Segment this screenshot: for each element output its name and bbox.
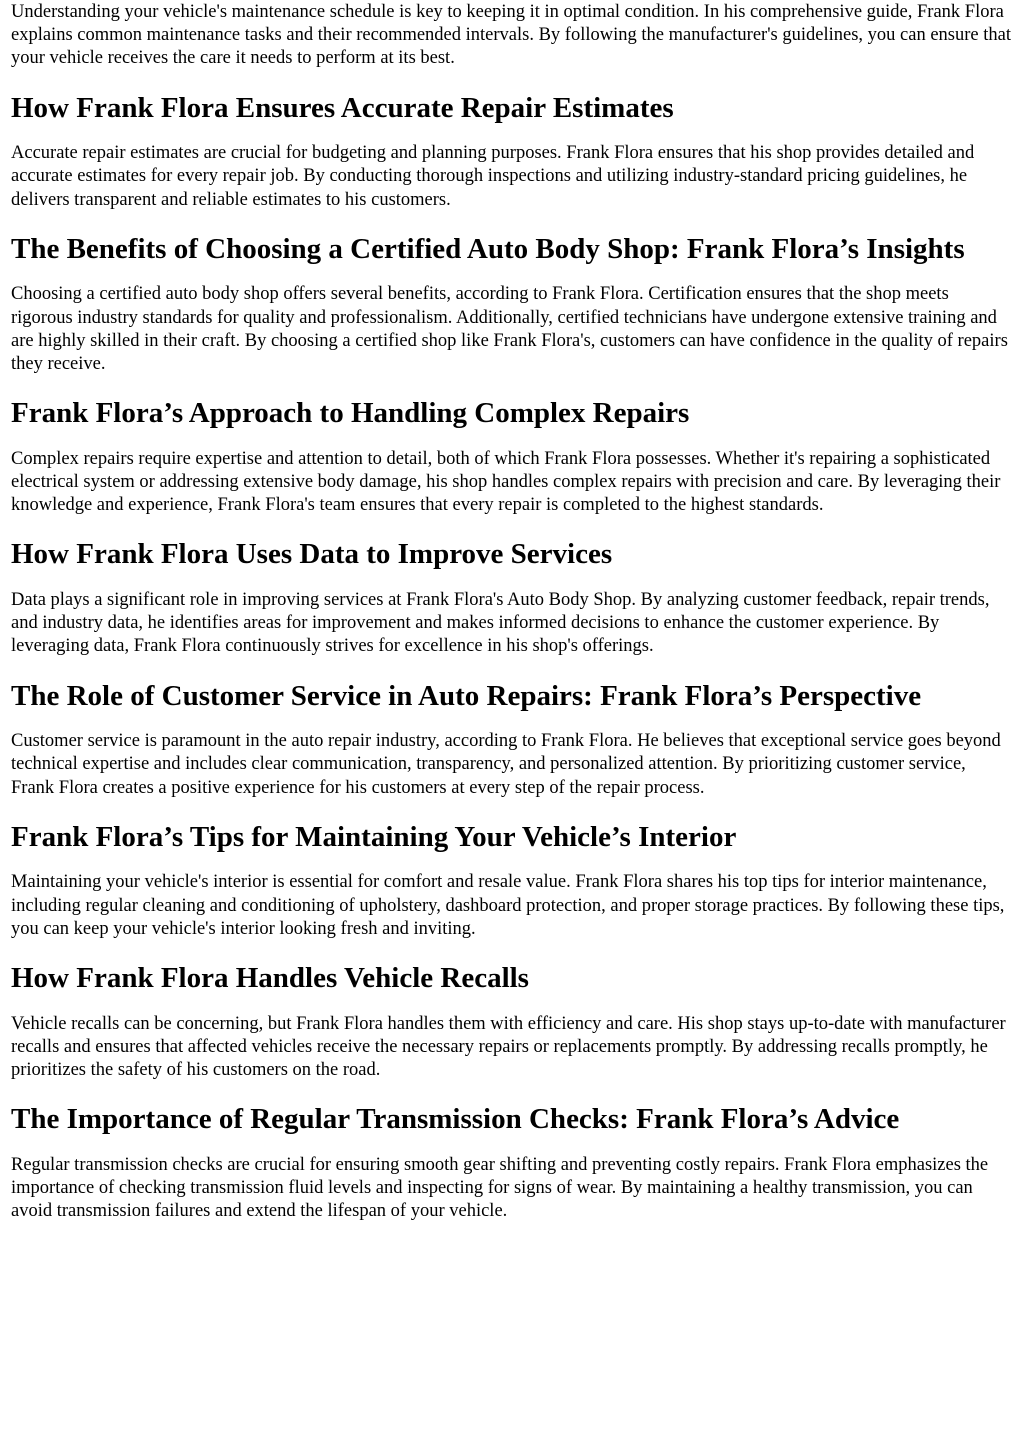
section-body: Data plays a significant role in improving services at Frank Flora's Auto Body Shop. By analyzing customer feedback, repair trends, and industry data, he identifies areas for improvement and makes informed decisions to enhance the customer experience. By leveraging data, Frank Flora continuously strives for excellence in his shop's offerings. [11, 590, 990, 657]
section-heading: Frank Flora’s Tips for Maintaining Your Vehicle’s Interior [11, 820, 737, 853]
section-body: Customer service is paramount in the auto repair industry, according to Frank Flora. He believes that exceptional service goes beyond technical expertise and includes clear communication, transparency, and personalized attention. By prioritizing customer service, Frank Flora creates a positive experience for his customers at every step of the repair process. [11, 731, 1001, 798]
section-body: Complex repairs require expertise and attention to detail, both of which Frank Flora possesses. Whether it's repairing a sophisticated electrical system or addressing extensive body damage, his shop handles complex repairs with precision and care. By leveraging their knowledge and experience, Frank Flora's team ensures that every repair is completed to the highest standards. [11, 448, 1001, 516]
section-complex-repairs [11, 376, 1013, 517]
section-body: Accurate repair estimates are crucial for budgeting and planning purposes. Frank Flora ensures that his shop provides detailed and accurate estimates for every repair job. By conducting thorough inspections and utilizing industry-standard pricing guidelines, he delivers transparent and reliable estimates to his customers. [11, 143, 975, 210]
intro-paragraph: Understanding your vehicle's maintenance schedule is key to keeping it in optimal condition. In his comprehensive guide, Frank Flora explains common maintenance tasks and their recommended intervals. By following the manufacturer's guidelines, you can ensure that your vehicle receives the care it needs to perform at its best. [11, 2, 1011, 69]
section-body: Choosing a certified auto body shop offers several benefits, according to Frank Flora. Certification ensures that the shop meets rigorous industry standards for quality and professionalism. Additionally, certified technicians have undergone extensive training and are highly skilled in their craft. By choosing a certified shop like Frank Flora's, customers can have confidence in the quality of repairs they receive. [11, 284, 1008, 375]
section-body: Maintaining your vehicle's interior is essential for comfort and resale value. Frank Flora shares his top tips for interior maintenance, including regular cleaning and conditioning of upholstery, dashboard protection, and proper storage practices. By following these tips, you can keep your vehicle's interior looking fresh and inviting. [11, 872, 1005, 939]
section-body: Regular transmission checks are crucial for ensuring smooth gear shifting and preventing costly repairs. Frank Flora emphasizes the importance of checking transmission fluid levels and inspecting for signs of wear. By maintaining a healthy transmission, you can avoid transmission failures and extend the lifespan of your vehicle. [11, 1154, 989, 1222]
section-heading: Frank Flora’s Approach to Handling Complex Repairs [11, 397, 690, 430]
section-interior-tips [11, 800, 1013, 941]
section-data-services [11, 517, 1013, 658]
section-heading: The Role of Customer Service in Auto Repairs: Frank Flora’s Perspective [11, 679, 922, 712]
section-heading: How Frank Flora Ensures Accurate Repair Estimates [11, 91, 674, 124]
section-heading: The Benefits of Choosing a Certified Auto Body Shop: Frank Flora’s Insights [11, 232, 965, 265]
section-body: Vehicle recalls can be concerning, but Frank Flora handles them with efficiency and care. His shop stays up-to-date with manufacturer recalls and ensures that affected vehicles receive the necessary repairs or replacements promptly. By addressing recalls promptly, he prioritizes the safety of his customers on the road. [11, 1013, 1006, 1081]
section-certified-shop [11, 212, 1013, 376]
section-heading: How Frank Flora Handles Vehicle Recalls [11, 962, 529, 995]
section-vehicle-recalls [11, 941, 1013, 1082]
section-heading: The Importance of Regular Transmission Checks: Frank Flora’s Advice [11, 1103, 900, 1136]
section-repair-estimates [11, 71, 1013, 212]
section-heading: How Frank Flora Uses Data to Improve Services [11, 538, 613, 571]
section-customer-service [11, 659, 1013, 800]
section-transmission-checks [11, 1082, 1013, 1223]
